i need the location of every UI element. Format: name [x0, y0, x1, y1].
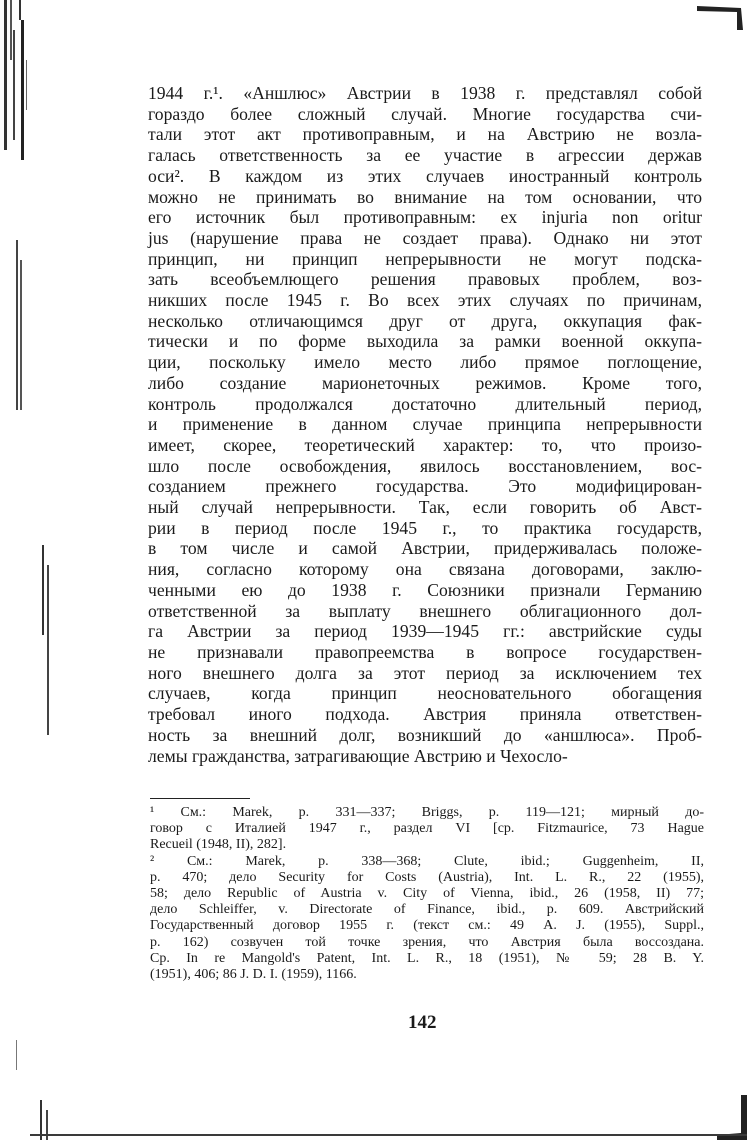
text-line: ответственной за выплату внешнего облигационного дол-: [148, 600, 702, 621]
text-line: гораздо более сложный случай. Многие государства счи-: [148, 103, 702, 124]
page-number: 142: [408, 1012, 437, 1033]
text-line: его источник был противоправным: ex injuria non oritur: [148, 207, 702, 228]
text-line: оси². В каждом из этих случаев иностранный контроль: [148, 165, 702, 186]
text-line: либо создание марионеточных режимов. Кроме того,: [148, 372, 702, 393]
text-line: требовал иного подхода. Австрия приняла ответствен-: [148, 704, 702, 725]
text-line: созданием прежнего государства. Это модифицирован-: [148, 476, 702, 497]
text-line: ния, согласно которому она связана договорами, заклю-: [148, 559, 702, 580]
footnote-line: дело Schleiffer, v. Directorate of Finance, ibid., p. 609. Австрийский: [150, 902, 704, 918]
text-line: случаев, когда принцип неосновательного обогащения: [148, 683, 702, 704]
text-line: лемы гражданства, затрагивающие Австрию и Чехосло-: [148, 745, 568, 766]
footnote-line: говор с Италией 1947 г., раздел VI [ср. Fitzmaurice, 73 Hague: [150, 821, 704, 837]
text-line: ции, поскольку имело место либо прямое поглощение,: [148, 352, 702, 373]
text-line: шло после освобождения, явилось восстановлением, вос-: [148, 455, 702, 476]
text-line: несколько отличающимся друг от друга, оккупация фак-: [148, 310, 702, 331]
scan-bottom-edge: [30, 1134, 747, 1136]
scan-margin-marks-top: [4, 0, 34, 420]
text-line: в том числе и самой Австрии, придерживалась положе-: [148, 538, 702, 559]
footnote-separator: [150, 798, 250, 799]
text-line: никших после 1945 г. Во всех этих случаях по причинам,: [148, 290, 702, 311]
footnote-line: p. 470; дело Security for Costs (Austria), Int. L. R., 22 (1955),: [150, 869, 704, 885]
text-line: галась ответственность за ее участие в агрессии держав: [148, 145, 702, 166]
text-line: jus (нарушение права не создает права). Однако ни этот: [148, 227, 702, 248]
text-line: ность за внешний долг, возникший до «аншлюса». Проб-: [148, 724, 702, 745]
footnote-line: p. 162) созвучен той точке зрения, что Австрия была воссоздана.: [150, 934, 704, 950]
text-line: рии в период после 1945 г., то практика государств,: [148, 517, 702, 538]
footnote-line: 58; дело Republic of Austria v. City of Vienna, ibid., 26 (1958, II) 77;: [150, 886, 704, 902]
text-line: тали этот акт противоправным, и на Австрию не возла-: [148, 124, 702, 145]
footnote-line: ² См.: Marek, p. 338—368; Clute, ibid.; Guggenheim, II,: [150, 853, 704, 869]
footnote-line: (1951), 406; 86 J. D. I. (1959), 1166.: [150, 967, 357, 983]
text-line: не признавали правопреемства в вопросе государствен-: [148, 641, 702, 662]
text-line: ченными ею до 1938 г. Союзники признали Германию: [148, 579, 702, 600]
footnote-line: Recueil (1948, II), 282].: [150, 837, 287, 853]
text-line: ного внешнего долга за этот период за исключением тех: [148, 662, 702, 683]
text-line: и применение в данном случае принципа непрерывности: [148, 414, 702, 435]
main-text: [148, 83, 702, 766]
text-line: ный случай непрерывности. Так, если говорить об Авст-: [148, 497, 702, 518]
footnote-line: ¹ См.: Marek, p. 331—337; Briggs, p. 119—121; мирный до-: [150, 805, 704, 820]
text-line: можно не принимать во внимание на том основании, что: [148, 186, 702, 207]
footnote-line: Ср. In re Mangold's Patent, Int. L. R., 18 (1951), № 59; 28 B. Y.: [150, 950, 704, 966]
scan-margin-marks-bottom: [10, 1040, 60, 1140]
text-line: тически и по форме выходила за рамки военной оккупа-: [148, 331, 702, 352]
text-line: принцип, ни принцип непрерывности не могут подска-: [148, 248, 702, 269]
scan-margin-marks-mid: [38, 545, 56, 735]
footnote-line: Государственный договор 1955 г. (текст см.: 49 A. J. (1955), Suppl.,: [150, 918, 704, 934]
text-line: зать всеобъемлющего решения правовых проблем, воз-: [148, 269, 702, 290]
text-line: га Австрии за период 1939—1945 гг.: австрийские суды: [148, 621, 702, 642]
text-line: 1944 г.¹. «Аншлюс» Австрии в 1938 г. представлял собой: [148, 83, 702, 103]
scan-corner-mark-top: [697, 0, 747, 30]
text-line: имеет, скорее, теоретический характер: то, что произо-: [148, 434, 702, 455]
footnotes: [150, 805, 704, 983]
text-line: контроль продолжался достаточно длительный период,: [148, 393, 702, 414]
